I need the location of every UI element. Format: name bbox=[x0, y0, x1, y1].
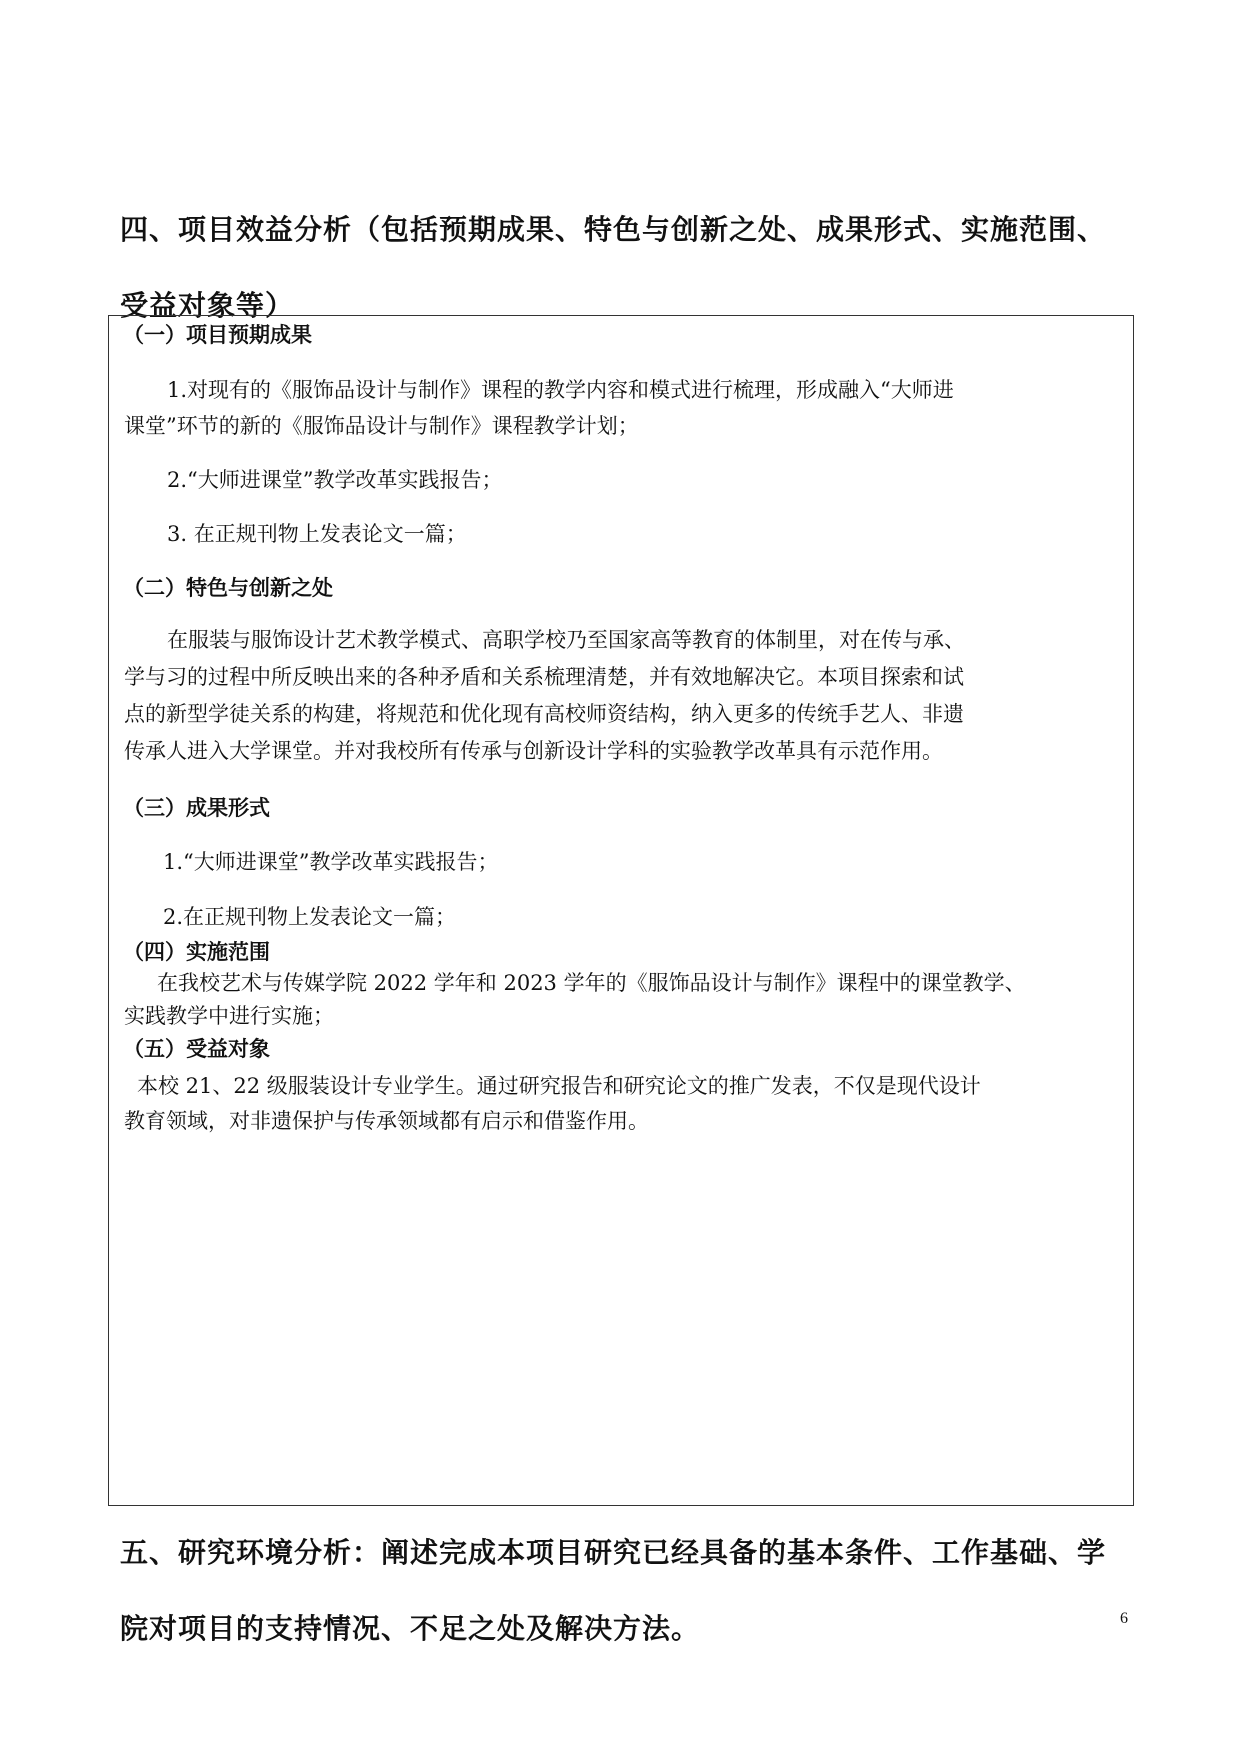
s3-item2: 2.在正规刊物上发表论文一篇； bbox=[163, 905, 457, 929]
s4-line1: 在我校艺术与传媒学院 2022 学年和 2023 学年的《服饰品设计与制作》课程中的课堂教学、 bbox=[157, 971, 1026, 995]
benefit-analysis-box bbox=[108, 315, 1134, 1506]
s4-line2: 实践教学中进行实施； bbox=[124, 1004, 334, 1028]
s5-line2: 教育领域，对非遗保护与传承领域都有启示和借鉴作用。 bbox=[124, 1109, 649, 1133]
subsection-1-title: （一）项目预期成果 bbox=[123, 323, 312, 347]
section-5-heading-line2: 院对项目的支持情况、不足之处及解决方法。 bbox=[120, 1612, 701, 1645]
s1-item1-line2: 课堂”环节的新的《服饰品设计与制作》课程教学计划； bbox=[124, 414, 639, 438]
subsection-3-title: （三）成果形式 bbox=[123, 796, 270, 820]
s2-line3: 点的新型学徒关系的构建，将规范和优化现有高校师资结构，纳入更多的传统手艺人、非遗 bbox=[124, 702, 964, 726]
s5-line1: 本校 21、22 级服装设计专业学生。通过研究报告和研究论文的推广发表，不仅是现代设计 bbox=[137, 1074, 981, 1098]
page-number: 6 bbox=[1120, 1610, 1128, 1627]
subsection-4-title: （四）实施范围 bbox=[123, 940, 270, 964]
section-4-heading-line1: 四、项目效益分析（包括预期成果、特色与创新之处、成果形式、实施范围、 bbox=[120, 213, 1107, 246]
s1-item2: 2.“大师进课堂”教学改革实践报告； bbox=[167, 468, 503, 492]
s2-line2: 学与习的过程中所反映出来的各种矛盾和关系梳理清楚，并有效地解决它。本项目探索和试 bbox=[124, 665, 964, 689]
s1-item1-line1: 1.对现有的《服饰品设计与制作》课程的教学内容和模式进行梳理，形成融入“大师进 bbox=[167, 378, 954, 402]
s3-item1: 1.“大师进课堂”教学改革实践报告； bbox=[163, 850, 499, 874]
s2-line4: 传承人进入大学课堂。并对我校所有传承与创新设计学科的实验教学改革具有示范作用。 bbox=[124, 739, 943, 763]
section-5-heading-line1: 五、研究环境分析：阐述完成本项目研究已经具备的基本条件、工作基础、学 bbox=[120, 1536, 1107, 1569]
s1-item3: 3. 在正规刊物上发表论文一篇； bbox=[167, 522, 467, 546]
s2-line1: 在服装与服饰设计艺术教学模式、高职学校乃至国家高等教育的体制里，对在传与承、 bbox=[167, 628, 965, 652]
section-5-heading bbox=[120, 1515, 1130, 1667]
subsection-5-title: （五）受益对象 bbox=[123, 1037, 270, 1061]
subsection-2-title: （二）特色与创新之处 bbox=[123, 576, 333, 600]
section-4-heading-line2: 受益对象等） bbox=[120, 289, 295, 322]
